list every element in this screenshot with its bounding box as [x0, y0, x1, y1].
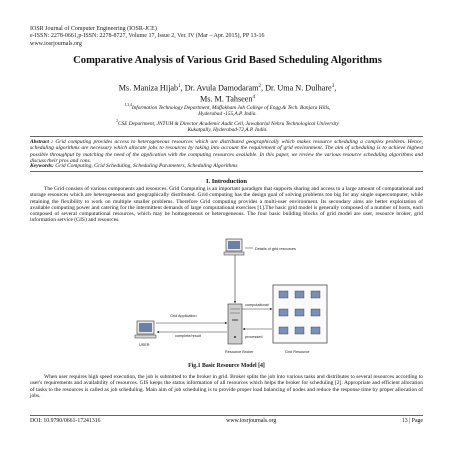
author-4: Ms. M. Tahseen	[200, 94, 253, 104]
affiliation-2-sup: 2	[116, 118, 118, 123]
affiliation-2-line-1: CSE Department, JNTUH & Director Academic Audit Cell, Jawaharlal Nehru Technological University	[117, 120, 339, 127]
label-complete-result: complete/result	[175, 334, 201, 338]
keywords	[30, 163, 423, 169]
gis-computer-icon	[224, 239, 244, 255]
figure-caption: Fig.1 Basic Resource Model [4]	[188, 363, 265, 369]
affiliation-2	[40, 118, 415, 127]
author-2-sup: 2	[258, 84, 261, 89]
affiliation-1	[40, 102, 415, 111]
footer-website: www.iosrjournals.org	[226, 418, 277, 424]
affiliation-2-cont: Kukatpally, Hyderabad-72,A.P. India.	[187, 126, 268, 133]
label-user: USER	[139, 343, 150, 347]
author-3-sup: 3	[331, 84, 335, 89]
journal-name: IOSR Journal of Computer Engineering (IOSR-JCE)	[30, 26, 157, 32]
abstract-top-rule	[30, 136, 423, 137]
affiliation-1-line-1: Information Technology Department, Muffakham Jah College of Engg.& Tech. Banjara Hills,	[131, 104, 331, 111]
journal-website: www.iosrjournals.org	[30, 40, 82, 47]
abstract-text: Grid computing provides access to heterogeneous resources which are distributed geographically which makes resource scheduling a complex problem. Hence, scheduling algorithms are necessary which allocate jobs to resources by taking into account the requirement of grid environment. The aim of scheduling is to achieve highest possible throughput by matching the need of the application with the computing resources available. In this paper, we review the various resource scheduling algorithms and discuss their pros and cons.	[30, 139, 423, 164]
author-2: , Dr. Avula Damodaram	[180, 83, 259, 93]
intro-paragraph-1: The Grid consists of various components and resources. Grid Computing is an important paradigm that supports sharing and access to a large amount of computational and storage resources which are heterogeneous and geographically distributed. Grid computing has the design goal of solving problems too big for any single supercomputer, while retaining the flexibility to work on multiple smaller problems. Therefore Grid computing provides a multi-user environment. Its secondary aims are better exploitation of available computing power and catering for the intermittent demands of large computational exercises [1].The basic grid model is generally composed of a number of hosts, each composed of several computational resources, which may be homogeneous or heterogeneous. The four basic building blocks of grid model are user, resource broker, grid information service (GIS) and resources.	[30, 186, 423, 224]
intro-paragraph-2: When user requires high speed execution, the job is submitted to the broker in grid. Broker splits the job into various tasks and distributes to several resources according to user's requirements and availability of resources. GIS keeps the status information of all resources which helps the broker for scheduling [2]. Appropriate and efficient allocation of tasks to the resources is called as job scheduling. Main aim of job scheduling is to provide proper load balancing of nodes and reduce the response time by proper allocation of jobs.	[30, 374, 423, 399]
figure-diagram	[105, 237, 335, 362]
label-processed: processed	[245, 335, 263, 339]
author-1-sup: 1	[178, 84, 181, 89]
label-grid-application: Grid Application	[170, 314, 197, 318]
authors-line-1	[40, 82, 415, 93]
footer-page-number: 13 | Page	[401, 418, 423, 424]
label-resource-broker: Resource Broker	[225, 350, 254, 354]
keywords-bottom-rule	[30, 171, 423, 172]
keywords-text: Grid Computing, Grid Scheduling, Scheduling Parameters, Scheduling Algorithms	[53, 163, 238, 169]
footer-rule	[30, 415, 423, 416]
affiliation-1-cont: Hyderabad -155,A.P. India.	[198, 111, 257, 118]
resource-broker-server-icon	[228, 304, 242, 344]
grid-node-icons	[279, 291, 320, 334]
label-details-of-grid-resources: Details of grid resources	[255, 247, 296, 251]
abstract-label: Abstract :	[30, 139, 54, 145]
author-3: , Dr. Uma N. Dulhare	[260, 83, 332, 93]
affiliation-1-sup: 1,3,4	[124, 103, 132, 107]
page-footer	[30, 418, 423, 424]
journal-header	[30, 26, 430, 48]
journal-issn: e-ISSN: 2278-0661,p-ISSN: 2278-8727, Volume 17, Issue 2, Ver. IV (Mar – Apr. 2015), PP 13-16	[30, 33, 265, 40]
figure-basic-resource-model	[105, 237, 335, 362]
keywords-label: Keywords:	[30, 163, 54, 169]
section-heading-introduction: I. Introduction	[205, 178, 248, 185]
user-computer-icon	[135, 321, 156, 338]
label-computational: computational	[245, 303, 269, 307]
author-sep: ,	[334, 83, 337, 93]
author-1: Ms. Maniza Hijab	[118, 83, 179, 93]
abstract	[30, 139, 423, 164]
label-grid-resource: Grid Resource	[285, 350, 310, 354]
footer-doi: DOI: 10.9790/0661-17241316	[30, 418, 101, 424]
paper-title: Comparative Analysis of Various Grid Based Scheduling Algorithms	[73, 55, 382, 66]
affiliations	[40, 102, 415, 133]
author-4-sup: 4	[252, 95, 255, 101]
